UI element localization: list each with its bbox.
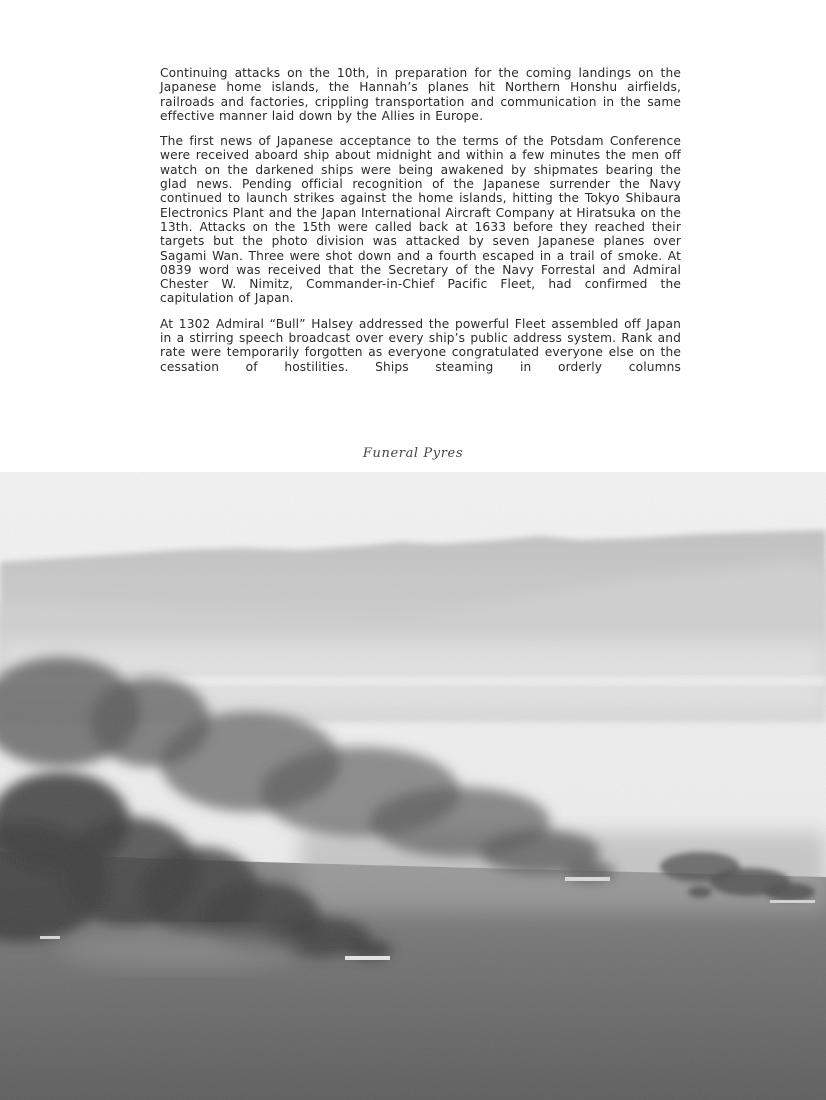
film-grain xyxy=(0,472,826,1100)
photograph-funeral-pyres xyxy=(0,472,826,1100)
paragraph-3: At 1302 Admiral “Bull” Halsey addressed the powerful Fleet assembled off Japan in a stirring speech broadcast over every ship’s public address system. Rank and rate were temporarily forgotten as everyone congratulated everyone else on the cessation of hostilities. Ships steaming in orderly columns xyxy=(160,316,681,374)
figure-caption: Funeral Pyres xyxy=(362,446,464,461)
article-body xyxy=(160,66,681,385)
paragraph-2: The first news of Japanese acceptance to the terms of the Potsdam Conference were received aboard ship about midnight and within a few minutes the men off watch on the darkened ships were being awakened by shipmates bearing the glad news. Pending official recognition of the Japanese surrender the Navy continued to launch strikes against the home islands, hitting the Tokyo Shibaura Electronics Plant and the Japan International Aircraft Company at Hiratsuka on the 13th. Attacks on the 15th were called back at 1633 before they reached their targets but the photo division was attacked by seven Japanese planes over Sagami Wan. Three were shot down and a fourth escaped in a trail of smoke. At 0839 word was received that the Secretary of the Navy Forrestal and Admiral Chester W. Nimitz, Commander-in-Chief Pacific Fleet, had confirmed the capitulation of Japan. xyxy=(160,134,681,306)
photo-canvas xyxy=(0,472,826,1100)
paragraph-1: Continuing attacks on the 10th, in preparation for the coming landings on the Japanese home islands, the Hannah’s planes hit Northern Honshu airfields, railroads and factories, crippling transportation and communication in the same effective manner laid down by the Allies in Europe. xyxy=(160,66,681,123)
